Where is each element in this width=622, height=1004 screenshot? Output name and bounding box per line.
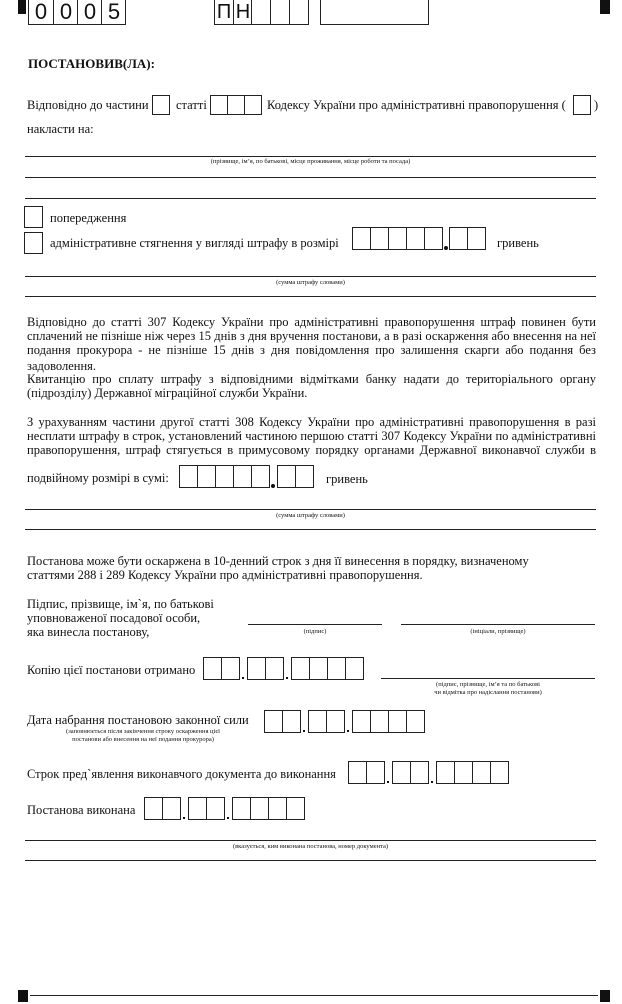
person-line-2[interactable]: [25, 177, 596, 178]
effective-date-note: (заповнюється після закінчення строку оскарження цієї: [66, 728, 220, 735]
signature-caption: (підпис): [303, 628, 327, 635]
executed-details-line-2[interactable]: [25, 860, 596, 861]
copy-received-signature-line[interactable]: [381, 678, 595, 679]
fine-label: адміністративне стягнення у вигляді штрафу в розмірі: [50, 236, 339, 250]
clause-bracket: ): [594, 98, 599, 112]
bottom-border-line: [30, 995, 598, 996]
signer-label-line: Підпис, прізвище, ім`я, по батькові: [27, 597, 214, 611]
registration-mark-top-left: [18, 0, 26, 14]
initials-line[interactable]: [401, 624, 595, 625]
double-sum-words-line[interactable]: [25, 509, 596, 510]
copy-received-caption: чи відмітка про надіслання постанови): [434, 689, 542, 696]
fine-checkbox[interactable]: [24, 232, 43, 254]
warning-checkbox[interactable]: [24, 206, 43, 228]
enforce-text-line: З урахуванням частини другої статті 308 Кодексу України про адміністративні правопорушення в разі: [27, 415, 596, 429]
series-letter: П: [216, 1, 232, 23]
serial-digit: 0: [59, 0, 73, 24]
sum-words-line-2[interactable]: [25, 296, 596, 297]
paragraph-number-cell[interactable]: [573, 95, 591, 115]
header-extra-box[interactable]: [320, 0, 429, 25]
appeal-text-line: Постанова може бути оскаржена в 10-денний строк з дня її винесення в порядку, визначеному: [27, 554, 529, 568]
appeal-text-line: статтями 288 і 289 Кодексу України про адміністративні правопорушення.: [27, 568, 423, 582]
serial-digit: 0: [34, 0, 48, 24]
clause-code-label: Кодексу України про адміністративні правопорушення (: [267, 98, 566, 112]
copy-received-label: Копію цієї постанови отримано: [27, 663, 196, 677]
sum-words-caption: (сумма штрафу словами): [276, 279, 345, 286]
clause-part-label: Відповідно до частини: [27, 98, 149, 112]
copy-received-caption: (підпис, прізвище, ім’я та по батькові: [436, 681, 540, 688]
double-sum-words-caption: (сумма штрафу словами): [276, 512, 345, 519]
registration-mark-bottom-left: [18, 990, 28, 1002]
payment-text-line: подання прокурора - не пізніше 15 днів з дня повідомлення про залишення скарги або подання без задоволення.: [27, 343, 596, 373]
decision-heading: ПОСТАНОВИВ(ЛА):: [28, 56, 155, 71]
series-letter: Н: [235, 1, 251, 23]
executed-label: Постанова виконана: [27, 803, 136, 817]
initials-caption: (ініціали, прізвище): [470, 628, 526, 635]
sum-words-line[interactable]: [25, 276, 596, 277]
double-sum-words-line-2[interactable]: [25, 529, 596, 530]
effective-date-label: Дата набрання постановою законної сили: [27, 713, 249, 727]
effective-date-note: постанови або внесення на неї подання прокурора): [72, 736, 214, 743]
person-line[interactable]: [25, 156, 596, 157]
decimal-point: [444, 246, 448, 250]
person-line-3[interactable]: [25, 198, 596, 199]
currency-label-2: гривень: [326, 472, 368, 486]
signer-label-line: уповноваженої посадової особи,: [27, 611, 201, 625]
enforce-text-line: правопорушення, штраф стягується в примусовому порядку органами Державної виконавчої служби в: [27, 443, 596, 457]
decimal-point: [271, 484, 275, 488]
enforcement-term-label: Строк пред`явлення виконавчого документа до виконання: [27, 767, 336, 781]
double-sum-label: подвійному розмірі в сумі:: [27, 471, 169, 485]
serial-digit: 0: [83, 0, 97, 24]
person-caption: (прізвище, ім’я, по батькові, місце проживання, місце роботи та посада): [210, 158, 411, 165]
executed-details-line[interactable]: [25, 840, 596, 841]
signature-line[interactable]: [248, 624, 382, 625]
payment-text-line: Відповідно до статті 307 Кодексу України про адміністративні правопорушення штраф повинен бути: [27, 315, 596, 329]
signer-label-line: яка винесла постанову,: [27, 625, 150, 639]
registration-mark-top-right: [600, 0, 610, 14]
currency-label: гривень: [497, 236, 539, 250]
registration-mark-bottom-right: [600, 990, 610, 1002]
clause-article-label: статті: [176, 98, 207, 112]
payment-text-line: сплачений не пізніше ніж через 15 днів з дня вручення постанови, а в разі оскарження або внесення на неї: [27, 329, 596, 343]
enforce-text-line: несплати штрафу в строк, установлений частиною першою статті 307 Кодексу України по адміністративні: [27, 429, 596, 443]
impose-on-label: накласти на:: [27, 122, 94, 136]
serial-digit: 5: [107, 0, 121, 24]
warning-label: попередження: [50, 211, 127, 225]
part-number-cell[interactable]: [152, 95, 170, 115]
receipt-text-line: (підрозділу) Державної міграційної служби України.: [27, 386, 308, 400]
receipt-text-line: Квитанцію про сплату штрафу з відповідними відмітками банку надати до територіального органу: [27, 372, 596, 386]
executed-details-caption: (вказується, ким виконана постанова, номер документа): [232, 843, 389, 850]
